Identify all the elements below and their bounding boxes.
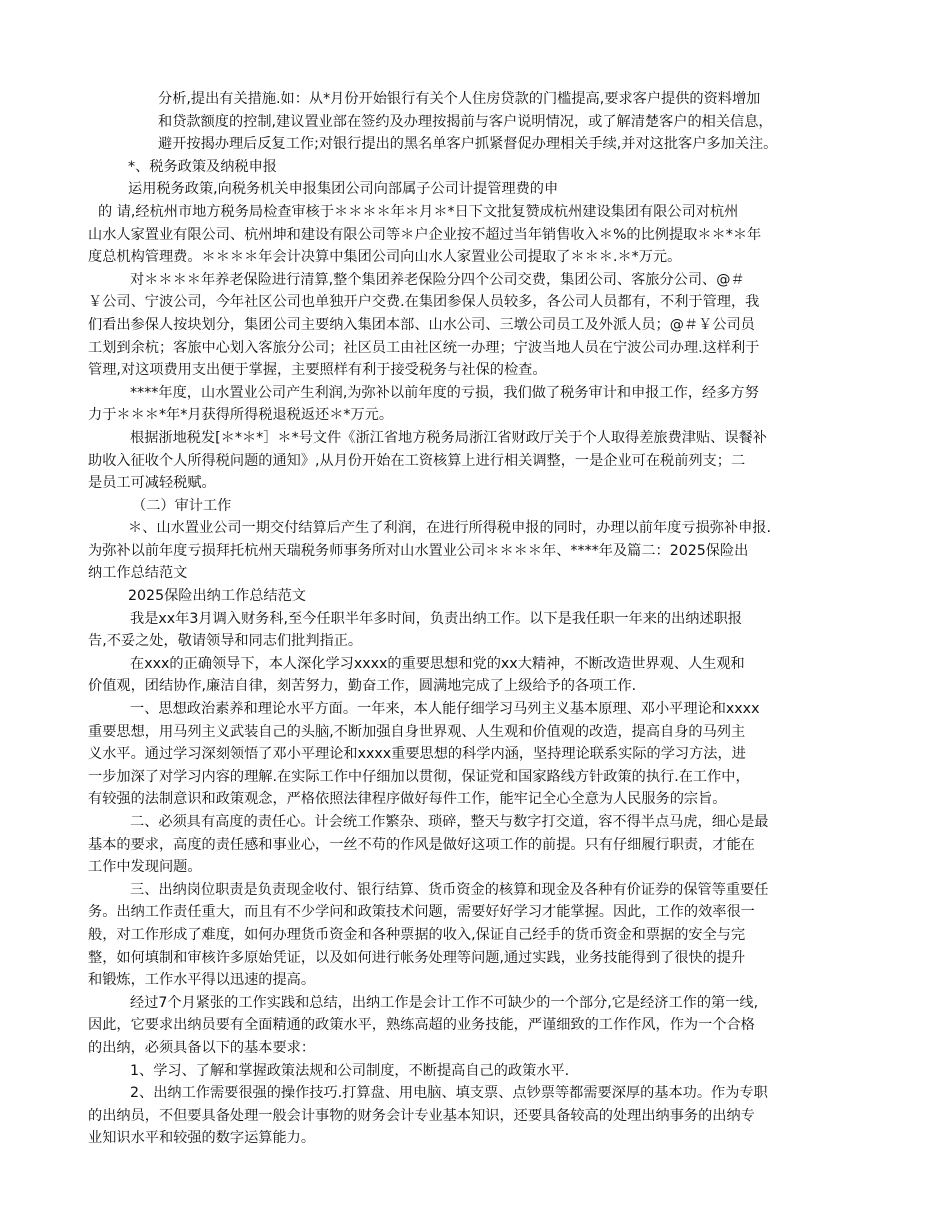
text-line: 我是xx年3月调入财务科,至今任职半年多时间，负责出纳工作。以下是我任职一年来的出纳述职报 xyxy=(130,610,743,627)
text-line: 般，对工作形成了难度，如何办理货币资金和各种票据的收入,保证自己经手的货币资金和票据的安全与完 xyxy=(88,926,746,943)
text-line: 运用税务政策,向税务机关申报集团公司向部属子公司计提管理费的申 xyxy=(128,181,559,198)
text-line: 一步加深了对学习内容的理解.在实际工作中仔细加以贯彻，保证党和国家路线方针政策的执行.在工作中， xyxy=(88,768,750,785)
text-line: 工划到余杭；客旅中心划入客旅分公司；社区员工由社区统一办理；宁波当地人员在宁波公司办理.这样利于 xyxy=(88,339,760,356)
text-line: 重要思想，用马列主义武装自己的头脑,不断加强自身世界观、人生观和价值观的改造，提高自身的马列主 xyxy=(88,723,746,740)
text-line: 为弥补以前年度亏损拜托杭州天瑞税务师事务所对山水置业公司＊＊＊＊年、****年及篇二：2025保险出 xyxy=(88,542,749,559)
text-line: 度总机构管理费。＊＊＊＊年会计决算中集团公司向山水人家置业公司提取了＊＊＊.＊*万元。 xyxy=(88,249,682,266)
text-line: 分析,提出有关措施.如：从*月份开始银行有关个人住房贷款的门槛提高,要求客户提供的资料增加 xyxy=(158,91,761,107)
text-line: 二、必须具有高度的责任心。计会统工作繁杂、琐碎，整天与数字打交道，容不得半点马虎，细心是最 xyxy=(130,814,769,830)
text-line: 对＊＊＊＊年养老保险进行清算,整个集团养老保险分四个公司交费，集团公司、客旅分公司、@＃ xyxy=(130,271,745,288)
text-line: 整，如何填制和审核许多原始凭证，以及如何进行帐务处理等问题,通过实践，业务技能得到了很快的提升 xyxy=(88,949,746,966)
text-line: 助收入征收个人所得税问题的通知》,从月份开始在工资核算上进行相关调整，一是企业可在税前列支；二 xyxy=(88,452,746,469)
text-line: 2025保险出纳工作总结范文 xyxy=(128,588,306,605)
text-line: ＊、山水置业公司一期交付结算后产生了利润，在进行所得税申报的同时，办理以前年度亏损弥补申报. xyxy=(128,520,771,537)
text-line: 山水人家置业有限公司、杭州坤和建设有限公司等＊户企业按不超过当年销售收入＊%的比例提取＊＊*＊年 xyxy=(88,226,762,243)
text-line: 力于＊＊＊*年*月获得所得税退税返还＊*万元。 xyxy=(88,407,394,424)
text-line: 避开按揭办理后反复工作;对银行提出的黑名单客户抓紧督促办理相关手续,并对这批客户多加关注。 xyxy=(158,136,778,153)
text-line: 工作中发现问题。 xyxy=(88,859,202,876)
text-line: 2、出纳工作需要很强的操作技巧.打算盘、用电脑、填支票、点钞票等都需要深厚的基本功。作为专职 xyxy=(130,1085,768,1102)
text-line: 义水平。通过学习深刻领悟了邓小平理论和xxxx重要思想的科学内涵，坚持理论联系实际的学习方法，进 xyxy=(88,746,746,763)
text-line: 告,不妥之处，敬请领导和同志们批判指正。 xyxy=(88,633,363,650)
text-line: 的出纳，必须具备以下的基本要求： xyxy=(88,1039,316,1056)
text-line: 和锻炼，工作水平得以迅速的提高。 xyxy=(88,972,316,989)
text-line: 的出纳员，不但要具备处理一般会计事物的财务会计专业基本知识，还要具备较高的处理出纳事务的出纳专 xyxy=(88,1107,755,1124)
text-line: 们看出参保人按块划分，集团公司主要纳入集团本部、山水公司、三墩公司员工及外派人员；@＃￥公司员 xyxy=(88,316,755,333)
text-line: 业知识水平和较强的数字运算能力。 xyxy=(88,1130,316,1147)
text-line: 根据浙地税发[＊*＊*］＊*号文件《浙江省地方税务局浙江省财政厅关于个人取得差旅费津贴、误餐补 xyxy=(130,429,767,446)
text-line: 价值观，团结协作,廉洁自律，刻苦努力，勤奋工作，圆满地完成了上级给予的各项工作. xyxy=(88,678,637,695)
text-line: 和贷款额度的控制,建议置业部在签约及办理按揭前与客户说明情况，或了解清楚客户的相关信息， xyxy=(158,113,773,130)
text-line: ****年度，山水置业公司产生利润,为弥补以前年度的亏损，我们做了税务审计和申报工作，经多方努 xyxy=(130,384,759,401)
text-line: 因此，它要求出纳员要有全面精通的政策水平，熟练高超的业务技能，严谨细致的工作作风，作为一个合格 xyxy=(88,1017,755,1034)
text-line: 一、思想政治素养和理论水平方面。一年来，本人能仔细学习马列主义基本原理、邓小平理论和xxxx xyxy=(130,701,760,718)
text-line: ￥公司、宁波公司，今年社区公司也单独开户交费.在集团参保人员较多，各公司人员都有，不利于管理，我 xyxy=(88,294,760,311)
text-line: 纳工作总结范文 xyxy=(88,565,188,582)
document-body xyxy=(88,88,868,1150)
text-line: 三、出纳岗位职责是负责现金收付、银行结算、货币资金的核算和现金及各种有价证券的保管等重要任 xyxy=(130,881,769,898)
text-line: 是员工可减轻税赋。 xyxy=(88,475,216,492)
text-line: *、税务政策及纳税申报 xyxy=(128,158,277,175)
text-line: 的 请,经杭州市地方税务局检查审核于＊＊＊＊年＊月＊*日下文批复赞成杭州建设集团有限公司对杭州 xyxy=(98,203,739,220)
text-line: 务。出纳工作责任重大，而且有不少学问和政策技术问题，需要好好学习才能掌握。因此，工作的效率很一 xyxy=(88,904,755,921)
text-line: 经过7个月紧张的工作实践和总结，出纳工作是会计工作不可缺少的一个部分,它是经济工作的第一线, xyxy=(130,994,759,1011)
text-line: （二）审计工作 xyxy=(132,497,232,514)
text-line: 管理,对这项费用支出便于掌握，主要照样有利于接受税务与社保的检查。 xyxy=(88,362,547,379)
text-line: 有较强的法制意识和政策观念，严格依照法律程序做好每件工作，能牢记全心全意为人民服务的宗旨。 xyxy=(88,791,727,808)
text-line: 在xxx的正确领导下，本人深化学习xxxx的重要思想和党的xx大精神，不断改造世界观、人生观和 xyxy=(130,655,745,672)
text-line: 1、学习、了解和掌握政策法规和公司制度，不断提高自己的政策水平. xyxy=(130,1062,570,1079)
text-line: 基本的要求，高度的责任感和事业心，一丝不苟的作风是做好这项工作的前提。只有仔细履行职责，才能在 xyxy=(88,836,755,853)
